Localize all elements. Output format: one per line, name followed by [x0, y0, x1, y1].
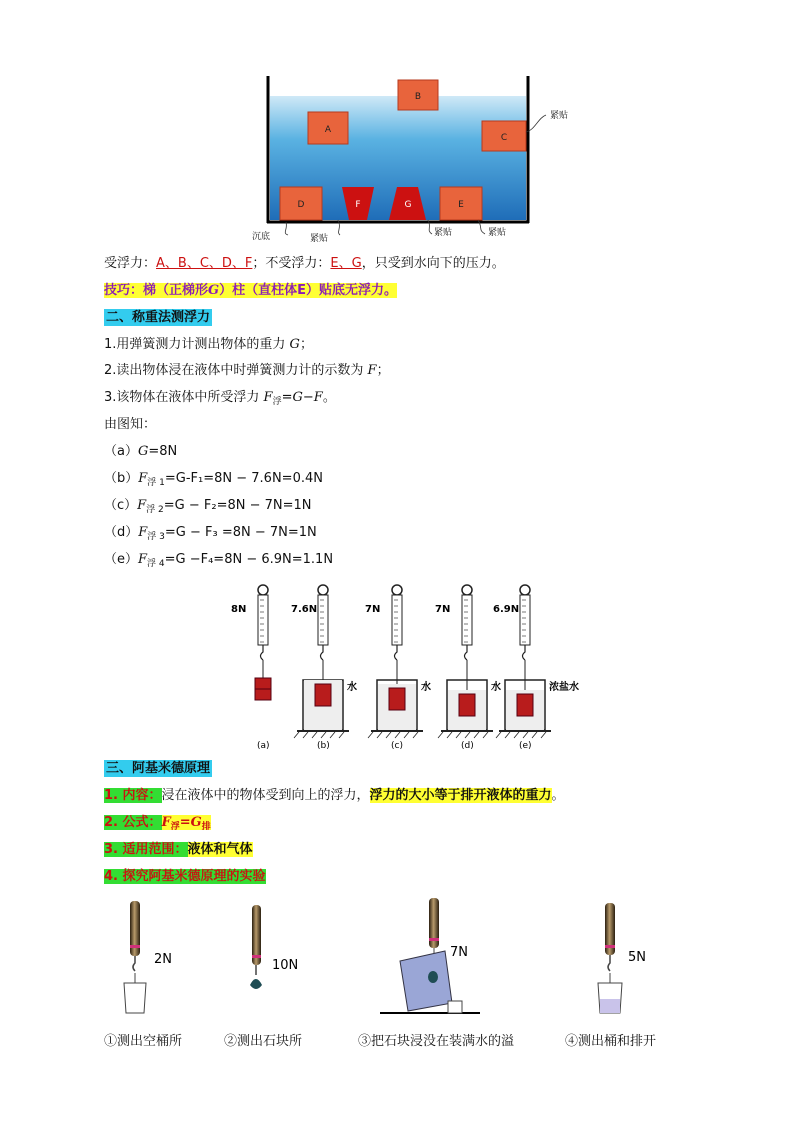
table-hatch	[483, 732, 488, 738]
scale-bucket-water	[598, 903, 622, 1013]
table-hatch	[465, 732, 470, 738]
table-hatch	[386, 732, 391, 738]
sub-figure-letter: (d)	[461, 741, 474, 751]
table-hatch	[339, 732, 344, 738]
caption-4: ④测出桶和排开	[565, 1034, 657, 1049]
immersed-block	[459, 694, 475, 716]
immersed-block	[517, 694, 533, 716]
label-close-f: 紧贴	[310, 234, 329, 244]
table-hatch	[523, 732, 528, 738]
reading-4: 5N	[628, 950, 646, 965]
scale-reading: 7N	[365, 604, 381, 615]
scale-ring	[258, 585, 268, 595]
section-2-heading: 二、称重法测浮力	[106, 310, 211, 325]
calc-d: $(d)F_{浮 3}=G - F_3 =8N - 7N=1N$	[104, 525, 317, 542]
tip-line: 技巧：梯（正梯形G）柱（直柱体E）贴底无浮力。	[104, 283, 398, 298]
liquid-label: 水	[491, 682, 501, 693]
buoyancy-tank-figure	[250, 70, 590, 245]
scale-body	[318, 595, 328, 645]
caption-1: ①测出空桶所	[104, 1034, 183, 1049]
reading-3: 7N	[450, 945, 468, 960]
archimedes-item-2: 2. 公式：$F_浮=G_排$	[104, 815, 211, 832]
step-2: 2.读出物体浸在液体中时弹簧测力计的示数为 F；	[104, 363, 390, 378]
section-3-heading: 三、阿基米德原理	[106, 761, 211, 776]
table-hatch	[413, 732, 418, 738]
scale-hook	[465, 645, 468, 660]
table-hatch	[312, 732, 317, 738]
table-hatch	[368, 732, 373, 738]
immersed-block	[315, 684, 331, 706]
table-hatch	[321, 732, 326, 738]
table-hatch	[532, 732, 537, 738]
scale-reading: 8N	[231, 604, 247, 615]
scale-body	[462, 595, 472, 645]
reading-2: 10N	[272, 958, 299, 973]
label-close-g: 紧贴	[434, 228, 453, 238]
buoyancy-answer-line: 受浮力：A、B、C、D、F；不受浮力：E、G，只受到水向下的压力。	[104, 256, 505, 271]
table-hatch	[404, 732, 409, 738]
sub-figure-letter: (a)	[257, 741, 270, 751]
block-f-label: F	[355, 200, 361, 210]
calc-b: $(b)F_{浮 1}=G-F_1=8N - 7.6N=0.4N$	[104, 471, 323, 488]
scale-ring	[392, 585, 402, 595]
archimedes-item-3: 3. 适用范围：液体和气体	[104, 842, 253, 857]
spring-scale-figure	[225, 580, 605, 752]
table-hatch	[330, 732, 335, 738]
scale-empty-bucket	[124, 901, 146, 1013]
table-hatch	[496, 732, 501, 738]
reading-1: 2N	[154, 952, 172, 967]
scale-ring	[318, 585, 328, 595]
block-g-label: G	[404, 200, 412, 210]
scale-ring	[462, 585, 472, 595]
scale-body	[520, 595, 530, 645]
step-3: 3.该物体在液体中所受浮力 $F_浮=G-F$。	[104, 390, 336, 407]
scale-hook	[523, 645, 526, 660]
block-d-label: D	[297, 200, 305, 210]
calc-a: （a）G=8N	[104, 444, 178, 459]
block-a-label: A	[324, 125, 332, 135]
table-hatch	[456, 732, 461, 738]
answer-has-buoyancy: A、B、C、D、F	[156, 256, 253, 271]
scale-reading: 7.6N	[291, 604, 318, 615]
liquid-label: 水	[421, 682, 431, 693]
block-c-label: C	[500, 133, 508, 143]
liquid-label: 浓盐水	[549, 682, 579, 693]
table-hatch	[505, 732, 510, 738]
table-hatch	[395, 732, 400, 738]
scale-hook	[261, 645, 264, 660]
label-sink-d: 沉底	[252, 232, 271, 242]
liquid-label: 水	[347, 682, 357, 693]
archimedes-item-4: 4. 探究阿基米德原理的实验	[104, 869, 266, 884]
calc-e: $(e)F_{浮 4}=G -F_4=8N - 6.9N=1.1N$	[104, 552, 334, 569]
caption-3: ③把石块浸没在装满水的溢	[358, 1034, 515, 1049]
scale-stone	[250, 905, 262, 989]
step-1: 1.用弹簧测力计测出物体的重力 G；	[104, 337, 313, 352]
scale-reading: 6.9N	[493, 604, 520, 615]
scale-body	[392, 595, 402, 645]
answer-no-buoyancy: E、G	[330, 256, 362, 271]
calc-c: $(c)F_{浮 2}=G - F_2=8N - 7N=1N$	[104, 498, 312, 515]
scale-reading: 7N	[435, 604, 451, 615]
scale-ring	[520, 585, 530, 595]
archimedes-item-1: 1. 内容：浸在液体中的物体受到向上的浮力，浮力的大小等于排开液体的重力。	[104, 788, 565, 803]
sub-figure-letter: (b)	[317, 741, 330, 751]
table-hatch	[377, 732, 382, 738]
sub-figure-letter: (c)	[391, 741, 403, 751]
table-hatch	[294, 732, 299, 738]
caption-2: ②测出石块所	[224, 1034, 303, 1049]
table-hatch	[514, 732, 519, 738]
sub-figure-letter: (e)	[519, 741, 532, 751]
block-b-label: B	[414, 92, 422, 102]
table-hatch	[447, 732, 452, 738]
scale-hook	[321, 645, 324, 660]
table-hatch	[438, 732, 443, 738]
table-hatch	[474, 732, 479, 738]
archimedes-experiment-figure	[100, 893, 700, 1023]
label-close-c: 紧贴	[550, 111, 569, 121]
table-hatch	[303, 732, 308, 738]
scale-body	[258, 595, 268, 645]
label-close-e: 紧贴	[488, 228, 507, 238]
from-figure: 由图知：	[104, 417, 157, 432]
block-e-label: E	[458, 200, 464, 210]
table-hatch	[541, 732, 546, 738]
immersed-block	[389, 688, 405, 710]
scale-hook	[395, 645, 398, 660]
